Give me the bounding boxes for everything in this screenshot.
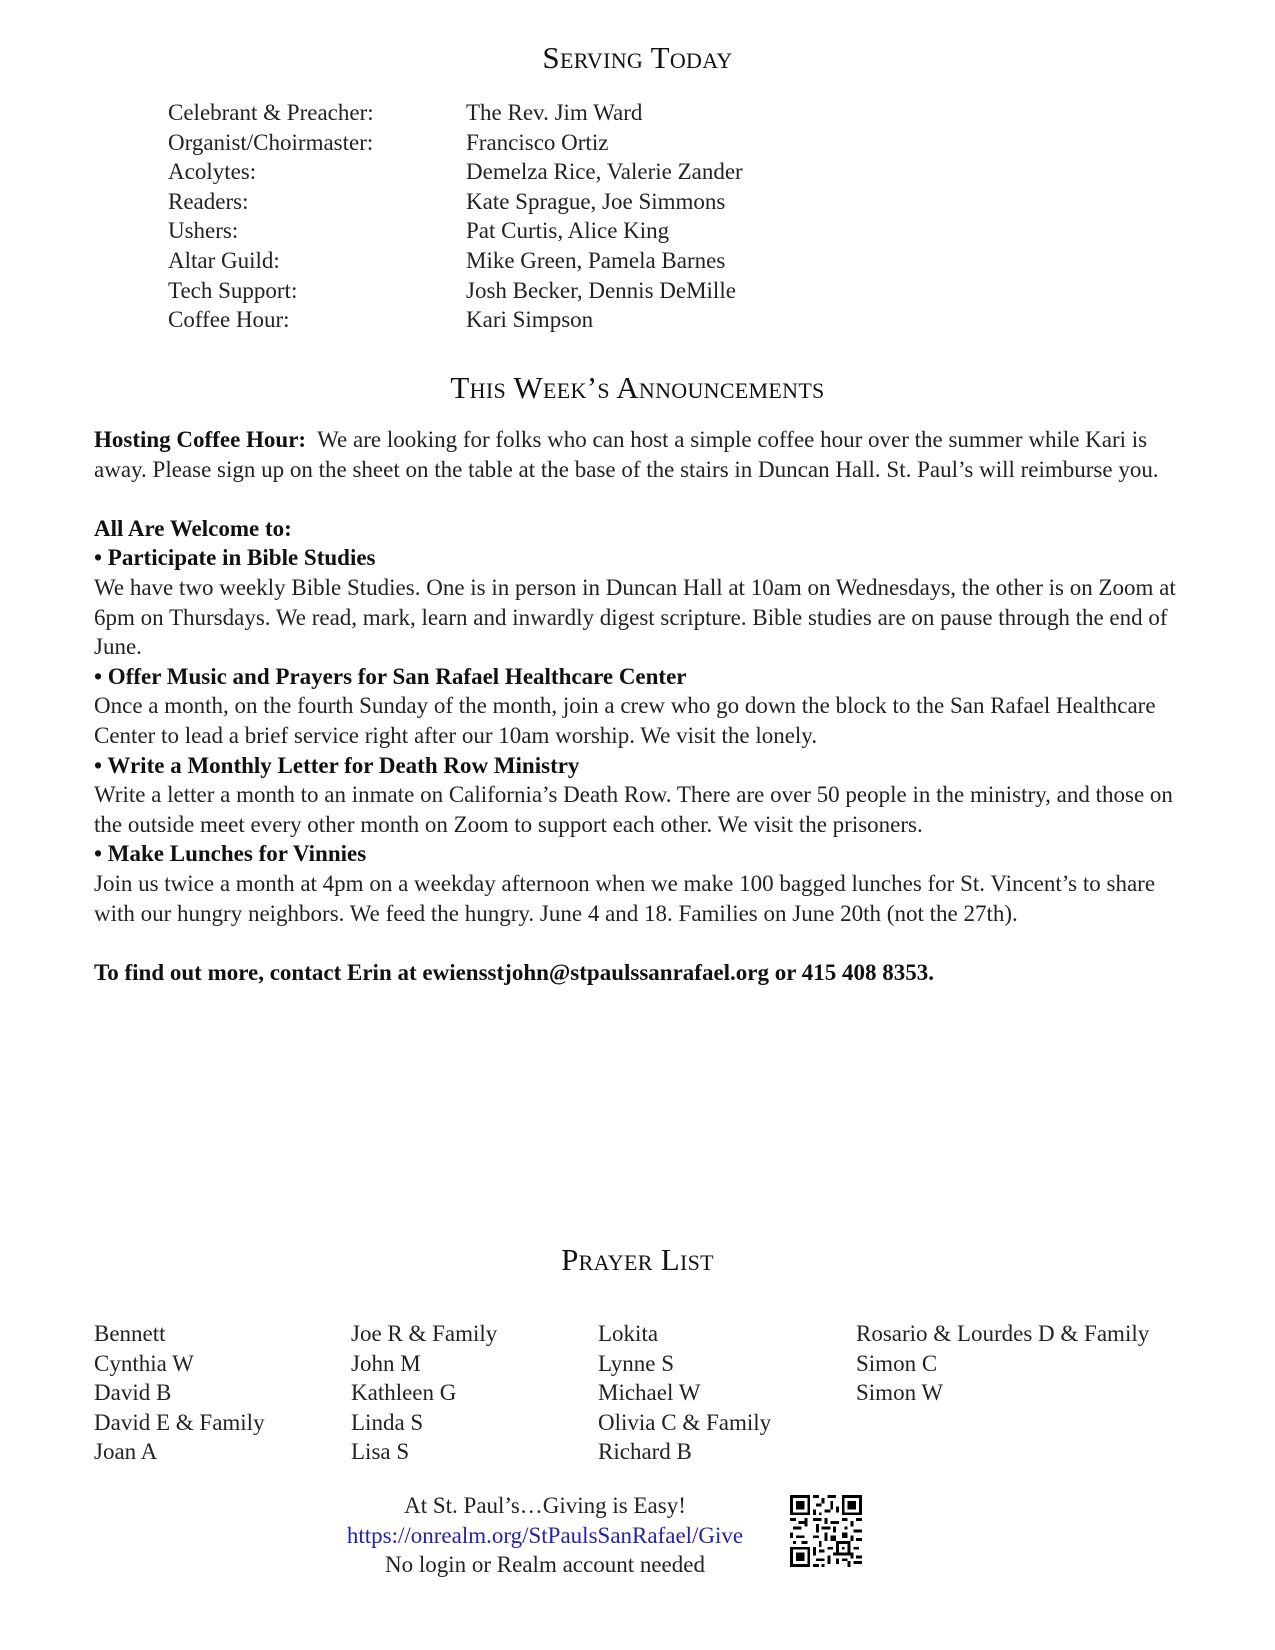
serving-name: Francisco Ortiz [466, 129, 609, 155]
prayer-name: John M [351, 1350, 421, 1376]
prayer-name: Olivia C & Family [598, 1409, 772, 1435]
item-text: Join us twice a month at 4pm on a weekday afternoon when we make 100 bagged lunches for St. Vincent’s to share with our hungry neighbors. We feed the hungry. June 4 and 18. Families on June 20th (not the 27th). [94, 870, 1156, 926]
serving-role: Readers: [168, 188, 249, 214]
serving-name: Josh Becker, Dennis DeMille [466, 277, 736, 303]
giving-line: At St. Paul’s…Giving is Easy! [404, 1493, 686, 1518]
prayer-column [351, 1319, 497, 1467]
prayer-name: Simon W [856, 1380, 944, 1406]
serving-name: The Rev. Jim Ward [466, 100, 643, 125]
announcements-body [94, 425, 1189, 987]
item-text: We have two weekly Bible Studies. One is in person in Duncan Hall at 10am on Wednesdays, the other is on Zoom at 6pm on Thursdays. We read, mark, learn and inwardly digest scripture. Bible studies are on pause through the end of June. [94, 574, 1176, 660]
serving-role: Acolytes: [168, 159, 257, 185]
contact-line: To find out more, contact Erin at ewiensstjohn@stpaulssanrafael.org or 415 408 8353. [94, 959, 935, 985]
coffee-announcement [94, 425, 1189, 484]
item-heading: • Write a Monthly Letter for Death Row Ministry [94, 752, 580, 778]
prayer-name: David B [94, 1380, 172, 1406]
prayer-name: Lynne S [598, 1350, 675, 1376]
giving-block [300, 1491, 790, 1580]
prayer-column [598, 1319, 771, 1467]
prayer-column [856, 1319, 1149, 1408]
prayer-name: Richard B [598, 1439, 692, 1465]
item-text: Once a month, on the fourth Sunday of the month, join a crew who go down the block to the San Rafael Healthcare Center to lead a brief service right after our 10am worship. We visit the lonely. [94, 693, 1156, 748]
prayer-name: Michael W [598, 1380, 701, 1406]
serving-list [168, 98, 866, 335]
serving-role: Ushers: [168, 218, 239, 244]
serving-name: Pat Curtis, Alice King [466, 218, 670, 244]
prayer-name: Simon C [856, 1350, 938, 1376]
item-heading: • Make Lunches for Vinnies [94, 841, 367, 867]
item-text: Write a letter a month to an inmate on California’s Death Row. There are over 50 people in the ministry, and those on the outside meet every other month on Zoom to support each other. We visit the prisoners. [94, 782, 1173, 837]
item-heading: • Participate in Bible Studies [94, 545, 376, 571]
qr-code-icon[interactable] [790, 1495, 862, 1567]
coffee-text: We are looking for folks who can host a simple coffee hour over the summer while Kari is away. Please sign up on the sheet on the table at the base of the stairs in Duncan Hall. St. Paul’s will reimburse you. [94, 427, 1159, 482]
prayer-column [94, 1319, 265, 1467]
prayer-name: Linda S [351, 1409, 424, 1435]
prayer-name: David E & Family [94, 1409, 265, 1435]
prayer-name: Joe R & Family [351, 1321, 498, 1346]
serving-name: Demelza Rice, Valerie Zander [466, 159, 743, 185]
serving-role: Altar Guild: [168, 247, 280, 273]
prayer-name: Joan A [94, 1439, 158, 1465]
serving-role: Organist/Choirmaster: [168, 129, 374, 155]
prayer-name: Lisa S [351, 1439, 410, 1465]
prayer-name: Kathleen G [351, 1380, 457, 1406]
coffee-heading: Hosting Coffee Hour: [94, 427, 307, 452]
welcome-heading: All Are Welcome to: [94, 515, 292, 541]
prayer-title: Prayer List [561, 1242, 714, 1277]
announcements-title: This Week’s Announcements [450, 370, 825, 405]
serving-title: Serving Today [542, 40, 733, 75]
prayer-name: Cynthia W [94, 1350, 194, 1376]
giving-link[interactable]: https://onrealm.org/StPaulsSanRafael/Give [346, 1522, 744, 1548]
serving-name: Mike Green, Pamela Barnes [466, 247, 726, 273]
serving-role: Celebrant & Preacher: [168, 100, 374, 125]
serving-role: Coffee Hour: [168, 307, 290, 333]
prayer-name: Bennett [94, 1321, 166, 1346]
serving-name: Kari Simpson [466, 307, 594, 333]
prayer-name: Lokita [598, 1321, 659, 1346]
item-heading: • Offer Music and Prayers for San Rafael Healthcare Center [94, 663, 687, 689]
serving-role: Tech Support: [168, 277, 298, 303]
giving-note: No login or Realm account needed [385, 1552, 705, 1578]
serving-name: Kate Sprague, Joe Simmons [466, 188, 726, 214]
prayer-name: Rosario & Lourdes D & Family [856, 1321, 1150, 1346]
